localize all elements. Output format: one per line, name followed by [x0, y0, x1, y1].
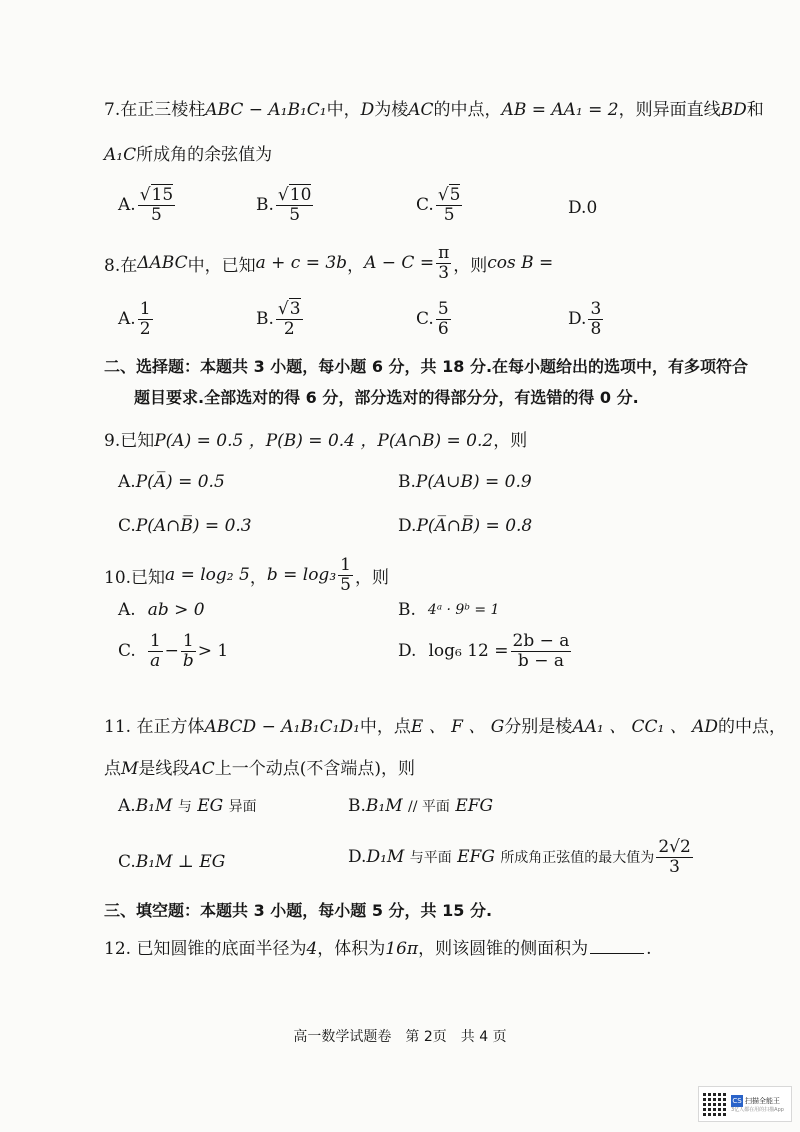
denominator: 5 [289, 204, 301, 225]
q7-text: 为棱 [374, 100, 409, 120]
stamp-body [731, 1095, 784, 1113]
option-value: EFG [457, 847, 495, 868]
option-value: P(A∩B̅) = 0.3 [135, 516, 252, 536]
q7-option-b [256, 186, 315, 224]
minus-sign: − [164, 641, 179, 662]
q8-option-a [118, 300, 155, 338]
numerator: 3 [289, 299, 301, 319]
q12-text: 12. 已知圆锥的底面半径为 [104, 939, 307, 959]
option-value: 异面 [228, 799, 257, 815]
q10-option-a [118, 600, 205, 620]
q12-radius: 4 [306, 939, 318, 959]
fraction [338, 556, 353, 594]
fraction: $\frac{√3}{2}$ [277, 299, 301, 339]
q9-stem [104, 426, 527, 451]
q12-stem [104, 934, 652, 959]
option-label: A. [118, 796, 136, 816]
option-value: log₆ 12 = [428, 641, 509, 662]
q8-text: 8.在 [104, 255, 138, 276]
scanner-watermark [698, 1086, 792, 1122]
q10-option-d [398, 632, 573, 670]
option-label: D. [398, 516, 417, 536]
answer-blank[interactable] [590, 939, 644, 954]
q9-expression: P(A) = 0.5 ，P(B) = 0.4 ，P(A∩B) = 0.2 [154, 431, 494, 451]
option-label: B. [256, 195, 274, 216]
option-label: D. [568, 198, 587, 218]
option-value: 与平面 [409, 850, 452, 867]
denominator: 8 [590, 318, 602, 339]
option-label: C. [416, 195, 434, 216]
q11-option-d [348, 838, 695, 876]
q7-condition: AB = AA₁ = 2 [501, 100, 619, 120]
q12-text: ，则该圆锥的侧面积为 [418, 939, 589, 959]
denominator: 3 [669, 856, 680, 877]
fraction [138, 300, 153, 338]
option-label: A. [118, 472, 136, 492]
q12-text: . [646, 939, 652, 959]
denominator: b [182, 650, 194, 671]
q11-point-m: M [121, 759, 139, 779]
q8-cosb: cos B = [487, 253, 554, 274]
q11-text: 的中点， [718, 717, 787, 737]
q8-text: ， [347, 255, 365, 276]
option-value: B₁M [365, 796, 403, 816]
q11-points: E 、 F 、 G [410, 717, 505, 737]
q8-stem [104, 244, 553, 282]
q10-b-def: b = log₃ [266, 565, 337, 586]
fraction: $\frac{√10}{5}$ [277, 185, 312, 225]
q7-stem-line1 [104, 95, 764, 120]
q10-a-def: a = log₂ 5 [165, 565, 250, 586]
q7-line-a1c: A₁C [104, 145, 137, 165]
denominator: 5 [151, 204, 162, 225]
q11-option-c [118, 852, 225, 872]
option-value: // 平面 [408, 799, 450, 815]
q11-text: 11. 在正方体 [104, 717, 205, 737]
option-label: C. [118, 516, 136, 536]
q7-line-bd: BD [720, 100, 747, 120]
section2-heading-line2: 题目要求.全部选对的得 6 分，部分选对的得部分分，有选错的得 0 分. [134, 388, 639, 407]
option-value: P(A∪B) = 0.9 [415, 472, 532, 492]
option-label: B. [256, 309, 274, 330]
q10-text: ， [249, 567, 267, 588]
q10-option-c [118, 632, 228, 670]
q8-equation: A − C = [364, 253, 435, 274]
option-label: A. [118, 195, 136, 216]
numerator: 2√2 [658, 837, 691, 857]
option-value: EG [197, 796, 224, 816]
numerator: 15 [151, 185, 174, 205]
q11-stem-line2 [104, 754, 415, 779]
fraction [436, 244, 451, 282]
denominator: 2 [139, 318, 151, 339]
q7-text: 中， [326, 100, 361, 120]
option-value: P(A̅) = 0.5 [135, 472, 225, 492]
q8-text: 中，已知 [187, 255, 256, 276]
q7-text: 的中点， [433, 100, 502, 120]
fraction [588, 300, 603, 338]
q7-edge-ac: AC [408, 100, 434, 120]
q11-stem-line1 [104, 712, 786, 737]
option-label: D. [348, 847, 367, 868]
q7-text: 和 [746, 100, 764, 120]
option-label: D. [568, 309, 587, 330]
q7-stem-line2 [104, 140, 272, 165]
option-value: 与 [177, 799, 192, 815]
fraction [511, 632, 572, 670]
numerator: 1 [182, 631, 194, 651]
q11-text: 分别是棱 [504, 717, 573, 737]
q8-triangle: ΔABC [137, 253, 188, 274]
page-footer: 高一数学试题卷 第 2页 共 4 页 [293, 1029, 507, 1045]
q11-text: 中，点 [359, 717, 411, 737]
q9-option-d [398, 516, 532, 536]
q8-equation: a + c = 3b [255, 253, 348, 274]
numerator: 3 [590, 299, 602, 319]
numerator: 5 [449, 185, 461, 205]
option-label: C. [416, 309, 434, 330]
denominator: b − a [517, 650, 564, 671]
option-value: > 1 [197, 641, 229, 662]
option-value: P(A̅∩B̅) = 0.8 [416, 516, 533, 536]
q7-point-d: D [360, 100, 375, 120]
option-label: A. [118, 600, 136, 620]
q8-option-c [416, 300, 453, 338]
option-value: 0 [586, 198, 598, 218]
cs-logo-icon: CS [732, 1097, 742, 1105]
option-label: C. [118, 641, 136, 662]
q7-option-a [118, 186, 177, 224]
fraction [181, 632, 196, 670]
option-label: C. [118, 852, 136, 872]
q9-option-a [118, 472, 225, 492]
qr-code-icon [703, 1092, 727, 1116]
stamp-title: 扫描全能王 [745, 1096, 780, 1105]
q10-stem [104, 556, 389, 594]
option-label: B. [348, 796, 366, 816]
q9-text: ，则 [493, 431, 528, 451]
option-value: 所成角正弦值的最大值为 [500, 850, 655, 867]
denominator: a [150, 650, 161, 671]
denominator: 6 [437, 318, 449, 339]
q10-text: ，则 [354, 567, 389, 588]
option-label: B. [398, 600, 416, 620]
option-value: B₁M [135, 796, 173, 816]
q7-option-d [568, 198, 597, 218]
section2-heading: 二、选择题：本题共 3 小题，每小题 6 分，共 18 分.在每小题给出的选项中，有多项符合 [104, 357, 749, 376]
option-value: EFG [455, 796, 494, 816]
option-label: B. [398, 472, 416, 492]
numerator: 10 [289, 185, 312, 205]
q11-edges: AA₁ 、 CC₁ 、 AD [572, 717, 719, 737]
numerator: 2b − a [512, 631, 570, 651]
option-value: D₁M [366, 847, 405, 868]
option-value: 4ᵃ · 9ᵇ = 1 [427, 602, 500, 618]
q12-text: ，体积为 [317, 939, 386, 959]
q10-text: 10.已知 [104, 567, 166, 588]
q9-option-b [398, 472, 532, 492]
q9-text: 9.已知 [104, 431, 155, 451]
q7-text: 所成角的余弦值为 [136, 145, 273, 165]
q11-segment-ac: AC [189, 759, 215, 779]
q9-option-c [118, 516, 252, 536]
stamp-subtitle: 3亿人都在用的扫描App [731, 1107, 784, 1113]
q11-option-a [118, 796, 257, 816]
q8-text: ，则 [453, 255, 488, 276]
numerator: 1 [139, 299, 151, 319]
fraction [148, 632, 163, 670]
option-label: A. [118, 309, 136, 330]
q8-option-d [568, 300, 605, 338]
q7-text: ，则异面直线 [618, 100, 721, 120]
fraction: $\frac{√5}{5}$ [437, 185, 461, 225]
numerator: 1 [340, 555, 351, 575]
denominator: 2 [283, 318, 295, 339]
q8-option-b [256, 300, 305, 338]
option-label: D. [398, 641, 417, 662]
fraction: $\frac{√15}{5}$ [139, 185, 174, 225]
q12-volume: 16π [385, 939, 419, 959]
q11-text: 是线段 [138, 759, 190, 779]
option-value: ab > 0 [147, 600, 205, 620]
section3-heading: 三、填空题：本题共 3 小题，每小题 5 分，共 15 分. [104, 901, 493, 920]
q11-text: 点 [104, 759, 121, 779]
numerator: π [438, 243, 450, 263]
q10-option-b [398, 600, 499, 620]
q7-text: 7.在正三棱柱 [104, 100, 206, 120]
q7-option-c [416, 186, 464, 224]
denominator: 5 [443, 204, 455, 225]
numerator: 5 [437, 299, 449, 319]
denominator: 3 [438, 262, 450, 283]
option-value: B₁M ⊥ EG [135, 852, 226, 872]
denominator: 5 [340, 574, 351, 595]
q11-cube: ABCD − A₁B₁C₁D₁ [204, 717, 360, 737]
fraction [656, 838, 692, 876]
q11-option-b [348, 796, 493, 816]
fraction [436, 300, 451, 338]
q7-prism: ABC − A₁B₁C₁ [205, 100, 327, 120]
q11-text: 上一个动点(不含端点)，则 [214, 759, 415, 779]
numerator: 1 [149, 631, 161, 651]
